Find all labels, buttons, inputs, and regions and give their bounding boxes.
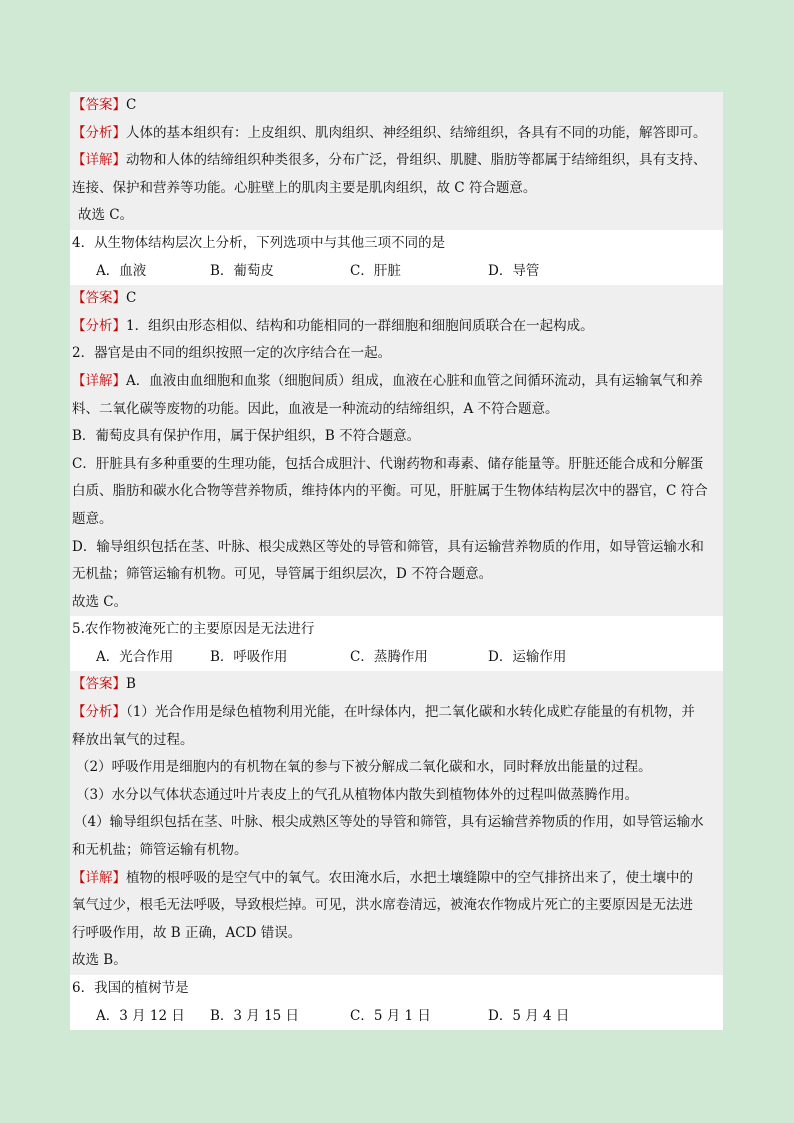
q5-detail-line: 【详解】植物的根呼吸的是空气中的氧气。农田淹水后，水把土壤缝隙中的空气排挤出来了，使土壤中的 <box>70 865 723 893</box>
q5-analysis-line: （3）水分以气体状态通过叶片表皮上的气孔从植物体内散失到植物体外的过程叫做蒸腾作用。 <box>70 782 723 810</box>
q6-options <box>70 1003 723 1031</box>
q5-analysis: 【分析】（1）光合作用是绿色植物利用光能，在叶绿体内，把二氧化碳和水转化成贮存能量的有机物，并 <box>70 699 723 727</box>
q4-analysis: 【分析】1．组织由形态相似、结构和功能相同的一群细胞和细胞间质联合在一起构成。 <box>70 313 723 341</box>
q5-question: 5.农作物被淹死亡的主要原因是无法进行 <box>70 616 723 644</box>
q5-option-d: D．运输作用 <box>488 648 567 665</box>
q4-detail-line: 白质、脂肪和碳水化合物等营养物质，维持体内的平衡。可见，肝脏属于生物体结构层次中的器官，C 符合 <box>70 478 723 506</box>
q5-detail-line: 氧气过少，根毛无法呼吸，导致根烂掉。可见，洪水席卷清远，被淹农作物成片死亡的主要原因是无法进 <box>70 892 723 920</box>
q4-analysis-line: 2．器官是由不同的组织按照一定的次序结合在一起。 <box>70 340 723 368</box>
q3-choose: 故选 C。 <box>70 202 723 230</box>
q4-option-a: A．血液 <box>96 262 147 279</box>
q6-option-a: A．3 月 12 日 <box>96 1007 185 1024</box>
q5-analysis-line: （2）呼吸作用是细胞内的有机物在氧的参与下被分解成二氧化碳和水，同时释放出能量的过程。 <box>70 754 723 782</box>
q5-analysis-line: （4）输导组织包括在茎、叶脉、根尖成熟区等处的导管和筛管，具有运输营养物质的作用，如导管运输水 <box>70 809 723 837</box>
q4-detail-line: B．葡萄皮具有保护作用，属于保护组织，B 不符合题意。 <box>70 423 723 451</box>
q4-detail-line: 料、二氧化碳等废物的功能。因此，血液是一种流动的结缔组织，A 不符合题意。 <box>70 396 723 424</box>
q4-option-c: C．肝脏 <box>350 262 401 279</box>
q6-question: 6．我国的植树节是 <box>70 975 723 1003</box>
q5-option-a: A．光合作用 <box>96 648 174 665</box>
q4-choose: 故选 C。 <box>70 589 723 617</box>
q5-options <box>70 644 723 672</box>
q5-analysis-line: 释放出氧气的过程。 <box>70 727 723 755</box>
q3-analysis: 【分析】人体的基本组织有：上皮组织、肌肉组织、神经组织、结缔组织，各具有不同的功能，解答即可。 <box>70 120 723 148</box>
q4-options <box>70 258 723 286</box>
q4-detail-line: 【详解】A．血液由血细胞和血浆（细胞间质）组成，血液在心脏和血管之间循环流动，具有运输氧气和养 <box>70 368 723 396</box>
q3-detail-line: 连接、保护和营养等功能。心脏壁上的肌肉主要是肌肉组织，故 C 符合题意。 <box>70 175 723 203</box>
q3-detail-line: 【详解】动物和人体的结缔组织种类很多，分布广泛，骨组织、肌腱、脂肪等都属于结缔组织，具有支持、 <box>70 147 723 175</box>
q6-option-b: B．3 月 15 日 <box>210 1007 300 1024</box>
q5-answer: 【答案】B <box>70 671 723 699</box>
q5-detail-line: 行呼吸作用，故 B 正确，ACD 错误。 <box>70 920 723 948</box>
q6-option-c: C．5 月 1 日 <box>350 1007 431 1024</box>
q4-answer: 【答案】C <box>70 285 723 313</box>
document-page <box>70 92 723 1030</box>
q4-option-d: D．导管 <box>488 262 540 279</box>
q4-option-b: B．葡萄皮 <box>210 262 274 279</box>
q5-option-b: B．呼吸作用 <box>210 648 288 665</box>
q5-choose: 故选 B。 <box>70 947 723 975</box>
q3-answer: 【答案】C <box>70 92 723 120</box>
q4-detail-line: D．输导组织包括在茎、叶脉、根尖成熟区等处的导管和筛管，具有运输营养物质的作用，如导管运输水和 <box>70 534 723 562</box>
q5-option-c: C．蒸腾作用 <box>350 648 428 665</box>
q4-question: 4．从生物体结构层次上分析，下列选项中与其他三项不同的是 <box>70 230 723 258</box>
q6-option-d: D．5 月 4 日 <box>488 1007 570 1024</box>
q4-detail-line: 题意。 <box>70 506 723 534</box>
q4-detail-line: 无机盐；筛管运输有机物。可见，导管属于组织层次，D 不符合题意。 <box>70 561 723 589</box>
q4-detail-line: C．肝脏具有多种重要的生理功能，包括合成胆汁、代谢药物和毒素、储存能量等。肝脏还能合成和分解蛋 <box>70 451 723 479</box>
q5-analysis-line: 和无机盐；筛管运输有机物。 <box>70 837 723 865</box>
